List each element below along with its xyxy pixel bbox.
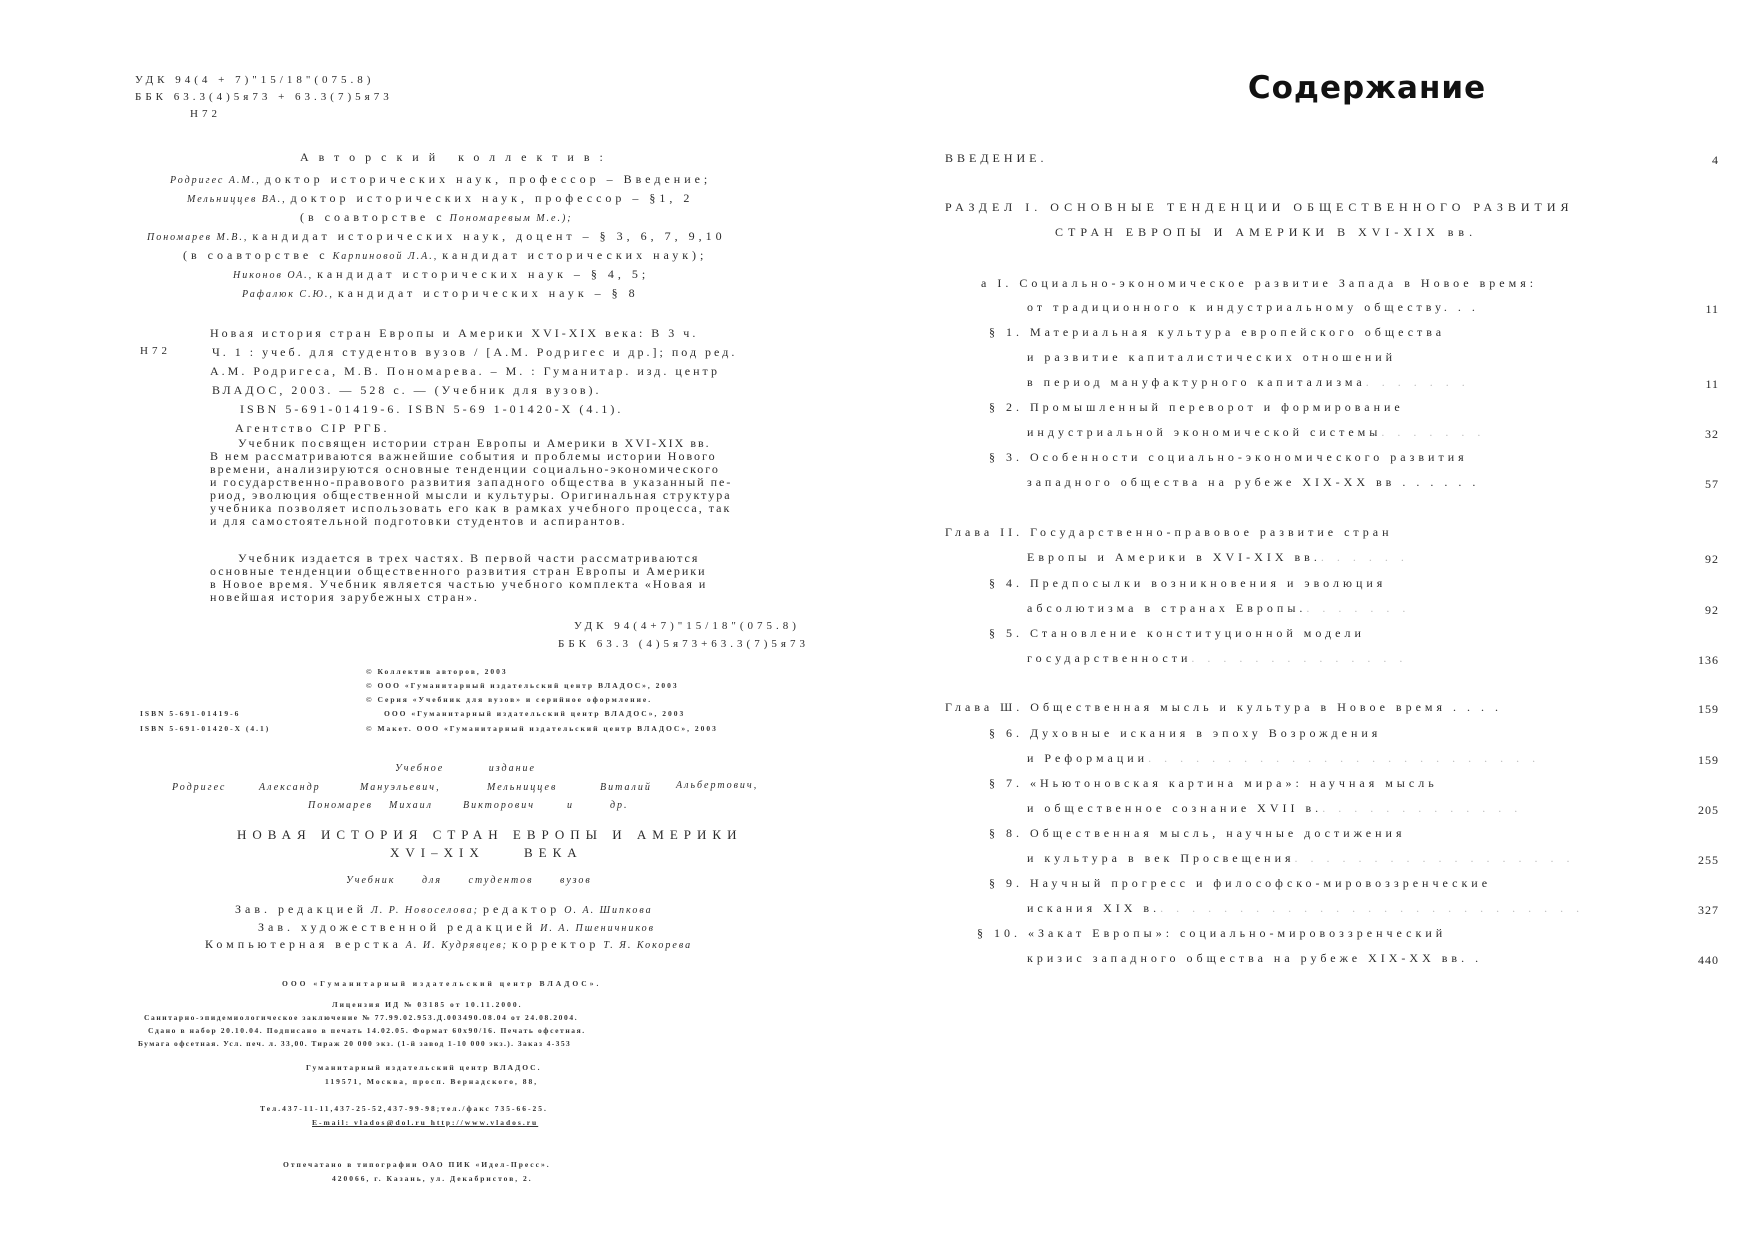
publisher-phone: Тел.437-11-11,437-25-52,437-99-98;тел./факс 735-66-25. (260, 1104, 548, 1113)
authors-heading: Авторский коллектив: (300, 150, 613, 164)
toc-page-number: 11 (1705, 377, 1719, 391)
toc-entry: Глава Ш. Общественная мысль и культура в Новое время . . . . (945, 700, 1503, 714)
license: Лицензия ИД № 03185 от 10.11.2000. (332, 1000, 523, 1009)
edition-author: и (567, 800, 574, 811)
toc-page-number: 92 (1705, 603, 1719, 617)
book-title: НОВАЯ ИСТОРИЯ СТРАН ЕВРОПЫ И АМЕРИКИ (237, 827, 743, 842)
publishing-center: Гуманитарный издательский центр ВЛАДОС. (306, 1063, 542, 1072)
toc-page-number: 327 (1698, 903, 1719, 917)
toc-entry: и общественное сознание XVII в.. . . . . . . . . . . . . (1027, 801, 1523, 815)
edition-author: Виталий (600, 782, 652, 793)
toc-page-number: 440 (1698, 953, 1719, 967)
toc-entry: § 5. Становление конституционной модели (989, 626, 1365, 640)
author-line: Пономарев М.В., кандидат исторических наук, доцент – § 3, 6, 7, 9,10 (147, 229, 726, 243)
book-title-centuries: XVI–XIX ВЕКА (390, 845, 583, 860)
toc-entry: и развитие капиталистических отношений (1027, 350, 1397, 364)
author-line: Мельниццев ВА., доктор исторических наук, профессор – §1, 2 (187, 191, 694, 205)
toc-entry: и Реформации. . . . . . . . . . . . . . . . . . . . . . . . . (1027, 751, 1541, 765)
toc-page-number: 92 (1705, 552, 1719, 566)
author-line: (в соавторстве с Карпиновой Л.А., кандидат исторических наук); (183, 248, 708, 262)
annotation-paragraph-2: Учебник издается в трех частях. В первой части рассматриваются основные тенденции общественного развития стран Европы и Америки в Новое время. Учебник является частью учебного комплекта «Новая и новейшая история зарубежных стран». (210, 551, 708, 604)
udk-line: УДК 94(4 + 7)"15/18"(075.8) (135, 74, 375, 86)
toc-entry: § 1. Материальная культура европейского общества (989, 325, 1446, 339)
toc-intro-label: ВВЕДЕНИЕ. (945, 151, 1048, 165)
bbk-line-2: ББК 63.3 (4)5я73+63.3(7)5я73 (558, 638, 809, 650)
edition-author: др. (610, 800, 629, 811)
author-line: Родригес А.М., доктор исторических наук, профессор – Введение; (170, 172, 712, 186)
toc-entry: кризис западного общества на рубеже XIX-XX вв. . (1027, 951, 1483, 965)
staff-line: Зав. редакцией Л. Р. Новоселова; редактор О. А. Шипкова (235, 902, 653, 916)
sanitary-line: Сдано в набор 20.10.04. Подписано в печать 14.02.05. Формат 60х90/16. Печать офсетная. (148, 1026, 586, 1035)
toc-section-heading: СТРАН ЕВРОПЫ И АМЕРИКИ В XVI-XIX вв. (1055, 225, 1478, 239)
toc-entry: от традиционного к индустриальному обществу. . . (1027, 300, 1479, 314)
copyright-line: ООО «Гуманитарный издательский центр ВЛАДОС», 2003 (384, 709, 686, 718)
toc-entry: § 7. «Ньютоновская картина мира»: научная мысль (989, 776, 1438, 790)
author-line: Рафалюк С.Ю., кандидат исторических наук – § 8 (242, 286, 639, 300)
staff-line: Зав. художественной редакцией И. А. Пшеничников (258, 920, 656, 934)
edition-author: Пономарев (308, 800, 373, 811)
toc-entry: западного общества на рубеже XIX-XX вв . . . . . . (1027, 475, 1480, 489)
annotation-paragraph-1: Учебник посвящен истории стран Европы и Америки в XVI-XIX вв. В нем рассматриваются важнейшие события и проблемы истории Нового времени, анализируются основные тенденции социально-экономического и государственно-правового развития западного общества в указанный пе- риод, эволюция общественной мысли и культуры. Оригинальная структура учебника позволяет использовать его как в рамках учебного процесса, так и для самостоятельной подготовки студентов и аспирантов. (210, 436, 733, 528)
printer-name: Отпечатано в типографии ОАО ПИК «Идел-Пресс». (283, 1160, 551, 1169)
toc-entry: § 3. Особенности социально-экономического развития (989, 450, 1468, 464)
edition-author: Викторович (463, 800, 535, 811)
toc-page-number: 159 (1698, 702, 1719, 716)
publisher-email: E-mail: vlados@dol.ru http://www.vlados.ru (312, 1118, 539, 1127)
biblio-code: Н72 (140, 345, 171, 357)
toc-entry: § 9. Научный прогресс и философско-мировоззренческие (989, 876, 1492, 890)
toc-section-heading: РАЗДЕЛ I. ОСНОВНЫЕ ТЕНДЕНЦИИ ОБЩЕСТВЕННОГО РАЗВИТИЯ (945, 200, 1574, 214)
edition-author: Михаил (389, 800, 433, 811)
publisher-address: 119571, Москва, просп. Вернадского, 88, (325, 1077, 539, 1086)
toc-page-number: 4 (1712, 153, 1719, 167)
toc-entry: Глава II. Государственно-правовое развитие стран (945, 525, 1393, 539)
toc-entry: а I. Социально-экономическое развитие Запада в Новое время: (981, 276, 1538, 290)
contents-title: Содержание (1247, 70, 1487, 106)
isbn-line: ISBN 5-691-01419-6 (140, 709, 241, 718)
biblio-text: Новая история стран Европы и Америки XVI-XIX века: В 3 ч. Ч. 1 : учеб. для студентов вузов / [А.М. Родригес и др.]; под ред. А.М. Родригеса, М.В. Пономарева. – М. : Гуманитар. изд. центр ВЛАДОС, 2003. — 528 с. — (Учебник для вузов). ISBN 5-691-01419-6. ISBN 5-69 1-01420-Х (4.1). Агентство CIP РГБ. (210, 326, 738, 435)
publisher-name: ООО «Гуманитарный издательский центр ВЛАДОС». (282, 979, 602, 988)
toc-entry: в период мануфактурного капитализма. . . . . . . (1027, 375, 1470, 389)
edition-author: Александр (259, 782, 321, 793)
catalog-code: Н72 (190, 108, 221, 120)
toc-page-number: 32 (1705, 427, 1719, 441)
staff-line: Компьютерная верстка А. И. Кудрявцев; корректор Т. Я. Кокорева (205, 937, 693, 951)
bbk-line: ББК 63.3(4)5я73 + 63.3(7)5я73 (135, 91, 393, 103)
toc-page-number: 136 (1698, 653, 1719, 667)
toc-entry: искания XIX в.. . . . . . . . . . . . . . . . . . . . . . . . . . . (1027, 901, 1585, 915)
edition-author: Родригес (172, 782, 227, 793)
edition-author: Мануэльевич, (360, 782, 441, 793)
author-line: Никонов ОА., кандидат исторических наук – § 4, 5; (233, 267, 650, 281)
author-line: (в соавторстве с Пономаревым М.е.); (300, 210, 573, 224)
copyright-line: © ООО «Гуманитарный издательский центр ВЛАДОС», 2003 (366, 681, 679, 690)
toc-page-number: 255 (1698, 853, 1719, 867)
book-subtitle: Учебник для студентов вузов (346, 875, 592, 886)
toc-entry: абсолютизма в странах Европы.. . . . . . . (1027, 601, 1411, 615)
toc-entry: § 4. Предпосылки возникновения и эволюция (989, 576, 1387, 590)
isbn-line: ISBN 5-691-01420-Х (4.1) (140, 724, 271, 733)
udk-line-2: УДК 94(4+7)"15/18"(075.8) (574, 620, 800, 632)
edition-author: Альбертович, (676, 780, 759, 791)
toc-entry: § 6. Духовные искания в эпоху Возрождения (989, 726, 1382, 740)
toc-entry: Европы и Америки в XVI-XIX вв.. . . . . . (1027, 550, 1409, 564)
copyright-line: © Серия «Учебник для вузов» и серийное оформление. (366, 695, 653, 704)
toc-page-number: 205 (1698, 803, 1719, 817)
toc-entry: государственности. . . . . . . . . . . . . . (1027, 651, 1408, 665)
sanitary-line: Санитарно-эпидемиологическое заключение № 77.99.02.953.Д.003490.08.04 от 24.08.2004. (144, 1013, 579, 1022)
toc-page-number: 11 (1705, 302, 1719, 316)
toc-page-number: 57 (1705, 477, 1719, 491)
contents-page (877, 0, 1754, 1239)
toc-entry: § 2. Промышленный переворот и формирование (989, 400, 1404, 414)
edition-type: Учебное издание (395, 763, 536, 774)
copyright-line: © Макет. ООО «Гуманитарный издательский центр ВЛАДОС», 2003 (366, 724, 718, 733)
toc-page-number: 159 (1698, 753, 1719, 767)
toc-entry: § 10. «Закат Европы»: социально-мировоззренческий (977, 926, 1447, 940)
sanitary-line: Бумага офсетная. Усл. печ. л. 33,00. Тираж 20 000 экз. (1-й завод 1-10 000 экз.). Заказ 4-353 (138, 1039, 572, 1048)
copyright-line: © Коллектив авторов, 2003 (366, 667, 508, 676)
edition-author: Мельниццев (487, 782, 558, 793)
toc-entry: § 8. Общественная мысль, научные достижения (989, 826, 1406, 840)
printer-address: 420066, г. Казань, ул. Декабристов, 2. (332, 1174, 533, 1183)
toc-entry: индустриальной экономической системы. . . . . . . (1027, 425, 1486, 439)
toc-entry: и культура в век Просвещения. . . . . . . . . . . . . . . . . . (1027, 851, 1575, 865)
